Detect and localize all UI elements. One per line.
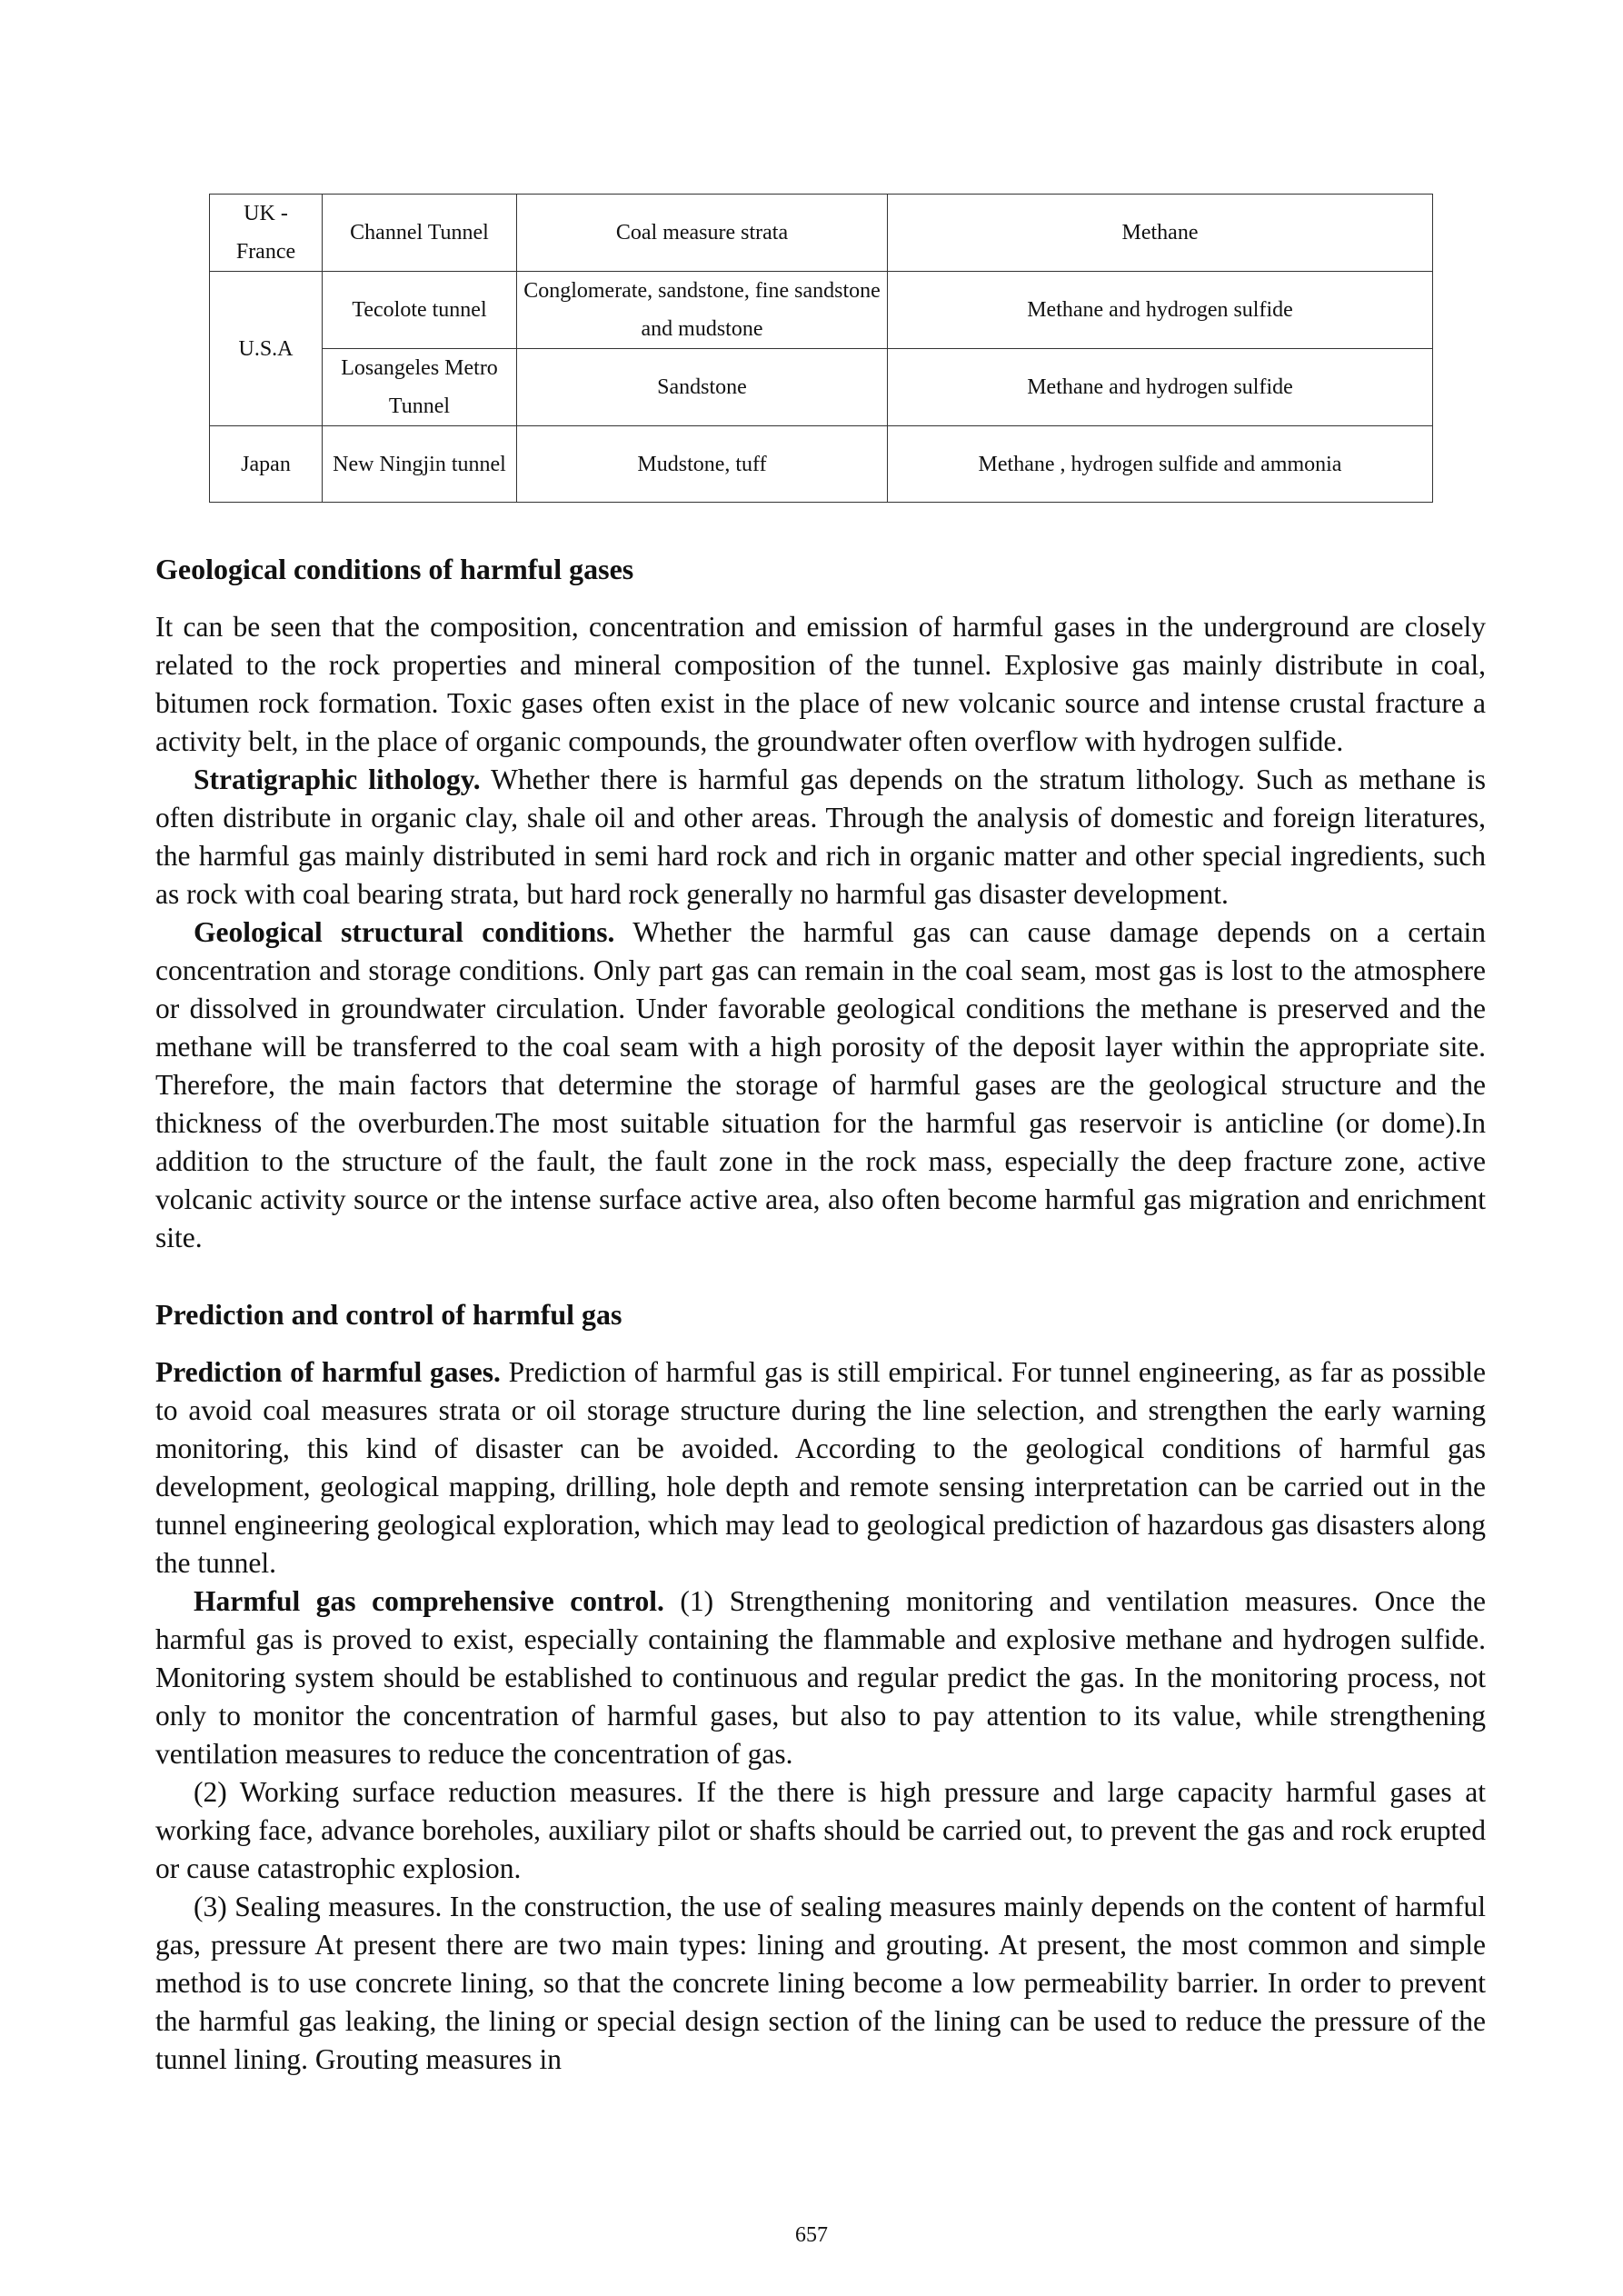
table-cell-strata: Sandstone [517, 349, 888, 426]
table-cell-country: U.S.A [210, 272, 323, 426]
paragraph-lead: Stratigraphic lithology. [194, 764, 481, 795]
paragraph-prediction [155, 1353, 1486, 1582]
paragraph-text: Whether there is harmful gas depends on the stratum lithology. Such as methane is often distribute in organic clay, shale oil and other areas. Through the analysis of domestic and foreign literatures, the harmful gas mainly distributed in semi hard rock and rich in organic matter and other special ingredients, such as rock with coal bearing strata, but hard rock generally no harmful gas disaster development. [155, 764, 1486, 910]
table-cell-gas: Methane [888, 195, 1433, 272]
paragraph-text: Whether the harmful gas can cause damage depends on a certain concentration and storage conditions. Only part gas can remain in the coal seam, most gas is lost to the atmosphere or dissolved in groundwater circulation. Under favorable geological conditions the methane is preserved and the methane will be transferred to the coal seam with a high porosity of the deposit layer within the appropriate site. Therefore, the main factors that determine the storage of harmful gases are the geological structure and the thickness of the overburden.The most suitable situation for the harmful gas reservoir is anticline (or dome).In addition to the structure of the fault, the fault zone in the rock mass, especially the deep fracture zone, active volcanic activity source or the intense surface active area, also often become harmful gas migration and enrichment site. [155, 916, 1486, 1253]
paragraph-control [155, 1582, 1486, 1773]
section-heading-geological: Geological conditions of harmful gases [155, 553, 634, 585]
table-row [210, 426, 1433, 503]
paragraph-working-surface: (2) Working surface reduction measures. If the there is high pressure and large capacity harmful gases at working face, advance boreholes, auxiliary pilot or shafts should be carried out, to prevent the gas and rock erupted or cause catastrophic explosion. [155, 1776, 1486, 1884]
section-heading-prediction: Prediction and control of harmful gas [155, 1298, 622, 1331]
paragraph-intro: It can be seen that the composition, concentration and emission of harmful gases in the underground are closely related to the rock properties and mineral composition of the tunnel. Explosive gas mainly distribute in coal, bitumen rock formation. Toxic gases often exist in the place of new volcanic source and intense crustal fracture a activity belt, in the place of organic compounds, the groundwater often overflow with hydrogen sulfide. [155, 611, 1486, 757]
table-cell-tunnel: Tecolote tunnel [323, 272, 517, 349]
table-cell-tunnel: New Ningjin tunnel [323, 426, 517, 503]
paragraph-stratigraphic [155, 761, 1486, 913]
table-cell-strata: Mudstone, tuff [517, 426, 888, 503]
table-cell-country: Japan [210, 426, 323, 503]
paragraph-lead: Prediction of harmful gases. [155, 1356, 501, 1388]
table-cell-gas: Methane , hydrogen sulfide and ammonia [888, 426, 1433, 503]
table-cell-gas: Methane and hydrogen sulfide [888, 349, 1433, 426]
paragraph-text: Prediction of harmful gas is still empirical. For tunnel engineering, as far as possible to avoid coal measures strata or oil storage structure during the line selection, and strengthen the early warning monitoring, this kind of disaster can be avoided. According to the geological conditions of harmful gas development, geological mapping, drilling, hole depth and remote sensing interpretation can be carried out in the tunnel engineering geological exploration, which may lead to geological prediction of hazardous gas disasters along the tunnel. [155, 1356, 1486, 1579]
table-cell-tunnel: Channel Tunnel [323, 195, 517, 272]
table-cell-strata: Coal measure strata [517, 195, 888, 272]
harmful-gas-table [209, 194, 1433, 503]
table-cell-gas: Methane and hydrogen sulfide [888, 272, 1433, 349]
paragraph-structural [155, 913, 1486, 1257]
body-text [155, 550, 1486, 2079]
paragraph-text: (1) Strengthening monitoring and ventilation measures. Once the harmful gas is proved to exist, especially containing the flammable and explosive methane and hydrogen sulfide. Monitoring system should be established to continuous and regular predict the gas. In the monitoring process, not only to monitor the concentration of harmful gases, but also to pay attention to its value, while strengthening ventilation measures to reduce the concentration of gas. [155, 1585, 1486, 1770]
table-row [210, 349, 1433, 426]
paragraph-sealing: (3) Sealing measures. In the construction, the use of sealing measures mainly depends on the content of harmful gas, pressure At present there are two main types: lining and grouting. At present, the most common and simple method is to use concrete lining, so that the concrete lining become a low permeability barrier. In order to prevent the harmful gas leaking, the lining or special design section of the lining can be used to reduce the pressure of the tunnel lining. Grouting measures in [155, 1891, 1486, 2075]
paragraph-lead: Geological structural conditions. [194, 916, 615, 948]
table-cell-tunnel: Losangeles Metro Tunnel [323, 349, 517, 426]
table-cell-strata: Conglomerate, sandstone, fine sandstone and mudstone [517, 272, 888, 349]
table-cell-country: UK - France [210, 195, 323, 272]
page-number: 657 [795, 2223, 828, 2247]
table-row [210, 272, 1433, 349]
table-row [210, 195, 1433, 272]
paragraph-lead: Harmful gas comprehensive control. [194, 1585, 664, 1617]
